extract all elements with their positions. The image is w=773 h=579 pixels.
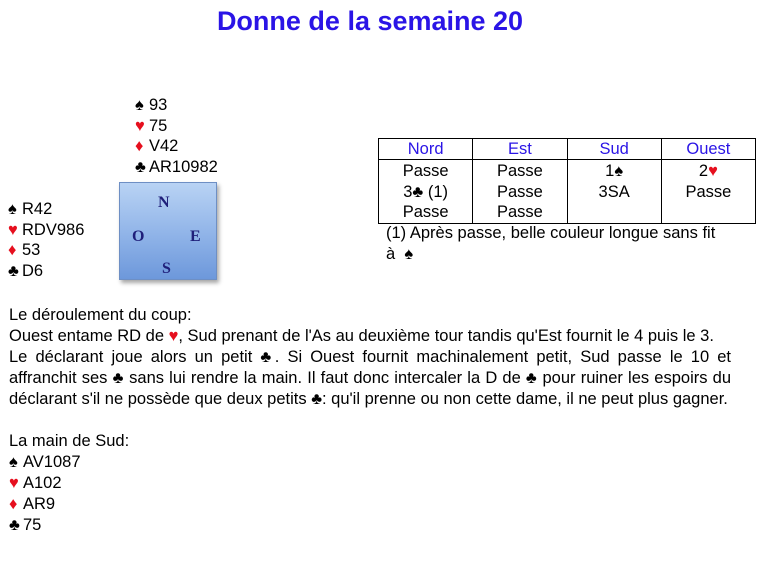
page-title: Donne de la semaine 20 bbox=[216, 6, 524, 36]
north-hand bbox=[135, 95, 218, 177]
diamond-icon: ♦ bbox=[9, 495, 18, 513]
bidding-footnote: (1) Après passe, belle couleur longue sans fit à ♠ bbox=[386, 224, 716, 263]
header-nord: Nord bbox=[379, 139, 473, 160]
south-hand-heading: La main de Sud: bbox=[9, 432, 130, 450]
south-spades: ♠ AV1087 bbox=[9, 453, 81, 471]
north-clubs: ♣ AR10982 bbox=[135, 157, 218, 176]
bidding-header-row bbox=[379, 139, 756, 160]
north-diamonds: ♦ V42 bbox=[135, 137, 179, 155]
bidding-row bbox=[379, 160, 756, 224]
header-sud: Sud bbox=[567, 139, 661, 160]
club-icon: ♣ bbox=[9, 516, 20, 534]
west-hearts: ♥ RDV986 bbox=[8, 220, 85, 239]
bids-ouest: 2♥ Passe bbox=[661, 160, 755, 224]
club-icon: ♣ bbox=[260, 348, 275, 366]
club-icon: ♣ bbox=[135, 157, 146, 176]
narrative-paragraph-2: Le déclarant joue alors un petit ♣. Si Ouest fournit machinalement petit, Sud passe le 10 et affranchit ses ♣ sans lui rendre la main. Il faut donc intercaler la D de ♣ pour ruiner les espoirs du déclarant s'il ne possède que deux petits ♣: qu'il prenne ou non cette dame, il ne peut plus gagner. bbox=[9, 348, 732, 408]
heart-icon: ♥ bbox=[708, 162, 718, 180]
compass-east: E bbox=[190, 228, 201, 245]
compass-north: N bbox=[158, 194, 170, 211]
narrative-heading: Le déroulement du coup: bbox=[9, 306, 192, 324]
bidding-table bbox=[378, 138, 756, 224]
club-icon: ♣ bbox=[112, 369, 124, 387]
north-hearts: ♥ 75 bbox=[135, 116, 168, 135]
compass-west: O bbox=[132, 228, 145, 245]
heart-icon: ♥ bbox=[8, 220, 18, 239]
spade-icon: ♠ bbox=[135, 96, 144, 114]
narrative-paragraph-1: Ouest entame RD de ♥, Sud prenant de l'As au deuxième tour tandis qu'Est fournit le 4 puis le 3. bbox=[9, 327, 714, 345]
bids-est: Passe Passe Passe bbox=[473, 160, 567, 224]
spade-icon: ♠ bbox=[614, 162, 624, 180]
west-diamonds: ♦ 53 bbox=[8, 241, 41, 259]
heart-icon: ♥ bbox=[168, 327, 179, 345]
club-icon: ♣ bbox=[525, 369, 538, 387]
west-spades: ♠ R42 bbox=[8, 200, 53, 218]
spade-icon: ♠ bbox=[9, 453, 18, 471]
club-icon: ♣ bbox=[8, 261, 19, 280]
club-icon: ♣ bbox=[412, 182, 424, 201]
heart-icon: ♥ bbox=[9, 474, 19, 492]
spade-icon: ♠ bbox=[8, 200, 17, 218]
club-icon: ♣ bbox=[311, 390, 323, 408]
south-clubs: ♣ 75 bbox=[9, 516, 42, 534]
bids-sud: 1♠ 3SA bbox=[567, 160, 661, 224]
compass-south: S bbox=[162, 260, 171, 277]
north-spades: ♠ 93 bbox=[135, 96, 168, 114]
south-hearts: ♥ A102 bbox=[9, 474, 62, 492]
diamond-icon: ♦ bbox=[8, 241, 17, 259]
diamond-icon: ♦ bbox=[135, 137, 144, 155]
header-est: Est bbox=[473, 139, 567, 160]
header-ouest: Ouest bbox=[661, 139, 755, 160]
south-diamonds: ♦ AR9 bbox=[9, 495, 56, 513]
heart-icon: ♥ bbox=[135, 116, 145, 135]
bids-nord: Passe 3♣ (1) Passe bbox=[379, 160, 473, 224]
spade-icon: ♠ bbox=[404, 245, 414, 263]
west-hand bbox=[8, 199, 84, 281]
compass-box bbox=[119, 182, 217, 280]
play-description bbox=[9, 305, 731, 536]
west-clubs: ♣ D6 bbox=[8, 261, 44, 280]
